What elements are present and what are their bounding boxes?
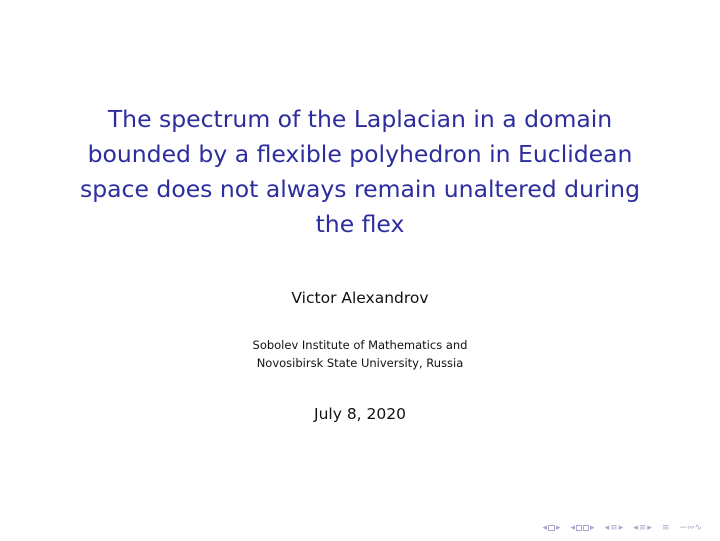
frame-nav-button[interactable] [571, 523, 595, 533]
search-icon: ∽∾∿ [679, 523, 702, 533]
subsection-icon: ≡ [610, 523, 618, 533]
frame-icon [576, 525, 589, 531]
arrow-left-icon: ◂ [633, 523, 638, 533]
slide-title [0, 102, 720, 242]
align-icon: ≡ [661, 523, 670, 533]
title-line-4: the flex [315, 210, 405, 238]
presentation-date: July 8, 2020 [314, 405, 406, 423]
institute-line-2: Novosibirsk State University, Russia [256, 356, 464, 370]
arrow-right-icon: ▸ [647, 523, 652, 533]
arrow-right-icon: ▸ [590, 523, 595, 533]
align-button[interactable] [662, 523, 670, 533]
slide-nav-button[interactable] [542, 523, 560, 533]
arrow-right-icon: ▸ [556, 523, 561, 533]
subsection-nav-button[interactable] [605, 523, 624, 533]
arrow-right-icon: ▸ [618, 523, 624, 533]
search-button[interactable] [679, 523, 702, 533]
title-line-2: bounded by a flexible polyhedron in Euclidean [87, 140, 633, 168]
institute [0, 336, 720, 372]
title-line-3: space does not always remain unaltered during [80, 175, 640, 203]
arrow-left-icon: ◂ [604, 523, 610, 533]
author-name: Victor Alexandrov [291, 289, 429, 307]
section-nav-button[interactable] [633, 523, 652, 533]
slide-icon [548, 525, 555, 531]
arrow-left-icon: ◂ [542, 523, 548, 533]
title-line-1: The spectrum of the Laplacian in a domain [107, 105, 613, 133]
beamer-navigation-bar [542, 523, 702, 533]
section-icon: ≡ [638, 523, 647, 533]
arrow-left-icon: ◂ [570, 523, 576, 533]
institute-line-1: Sobolev Institute of Mathematics and [252, 338, 468, 352]
